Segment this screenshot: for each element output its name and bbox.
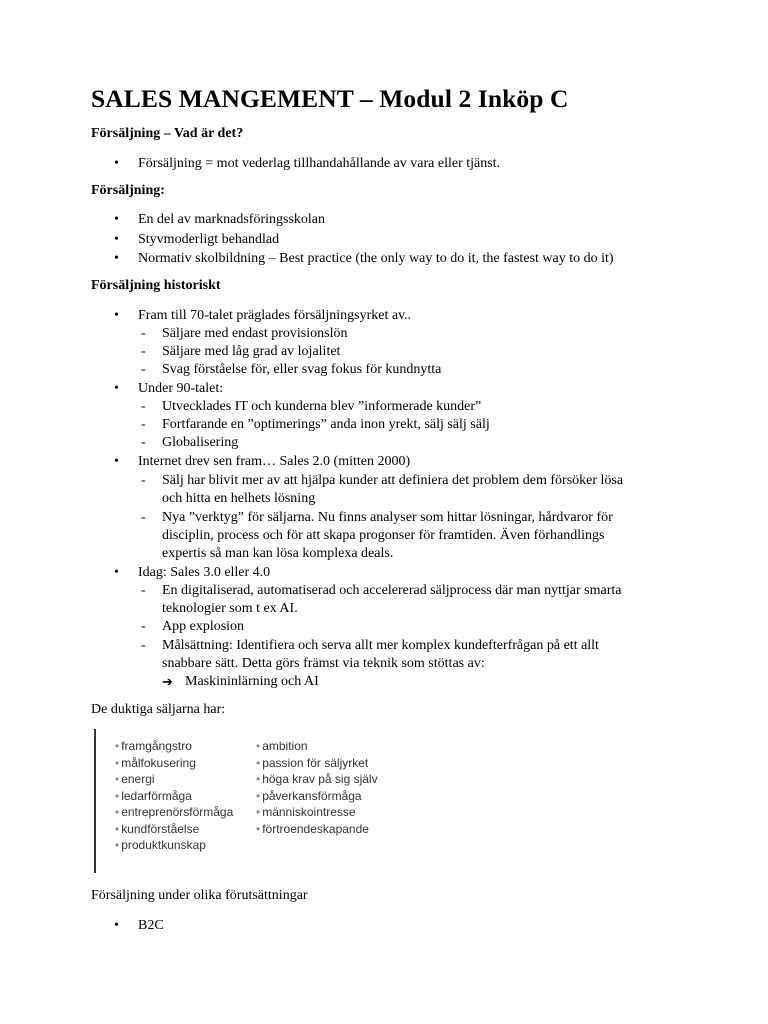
bullet-dot: • [115, 821, 120, 836]
trait-item [256, 789, 362, 804]
bullet-dot: • [115, 739, 120, 753]
trait-item [115, 739, 192, 754]
sub-list-item-continued: teknologier som t ex AI. [162, 601, 298, 616]
sub-bullet-dash: - [141, 399, 146, 414]
bullet-dot: • [114, 454, 119, 469]
traits-intro: De duktiga säljarna har: [91, 702, 226, 717]
bullet-dot: • [256, 739, 261, 753]
trait-label: energi [121, 772, 155, 786]
sub-list-item: App explosion [162, 619, 245, 634]
bullet-dot: • [115, 805, 120, 819]
trait-item [115, 789, 192, 804]
bullet-dot: • [114, 251, 119, 266]
bullet-dot: • [256, 805, 261, 819]
sub-bullet-dash: - [141, 510, 146, 525]
trait-label: ambition [262, 739, 308, 753]
bullet-dot: • [114, 232, 119, 247]
trait-item [115, 772, 155, 787]
sub-bullet-dash: - [141, 417, 146, 432]
bullet-dot: • [115, 772, 120, 786]
sub-bullet-dash: - [141, 326, 146, 341]
sub-bullet-dash: - [141, 435, 146, 450]
trait-item [256, 805, 356, 820]
list-item: Försäljning = mot vederlag tillhandahållande av vara eller tjänst. [138, 156, 501, 171]
trait-item [256, 822, 369, 837]
bullet-dot: • [114, 212, 119, 227]
trait-label: människointresse [262, 805, 356, 819]
sub-bullet-dash: - [141, 619, 146, 634]
bullet-dot: • [115, 788, 120, 803]
trait-label: framgångstro [121, 739, 192, 753]
bullet-dot: • [256, 755, 261, 770]
trait-label: förtroendeskapande [262, 821, 369, 836]
sub-list-item: Globalisering [162, 435, 239, 450]
sub-list-item: Säljare med endast provisionslön [162, 326, 348, 341]
trait-item [256, 739, 308, 754]
sub-list-item: En digitaliserad, automatiserad och accelererad säljprocess där man nyttjar smarta [162, 583, 622, 598]
sub-list-item-continued: snabbare sätt. Detta görs främst via teknik som stöttas av: [162, 656, 485, 671]
bullet-dot: • [114, 381, 119, 396]
sub-bullet-dash: - [141, 362, 146, 377]
trait-label: passion för säljyrket [262, 755, 369, 770]
sub-list-item: Svag förståelse för, eller svag fokus för kundnytta [162, 362, 442, 377]
section-heading-forsaljning: Försäljning: [91, 183, 165, 198]
list-item: Styvmoderligt behandlad [138, 232, 280, 247]
trait-item [115, 756, 196, 771]
sub-list-item: Sälj har blivit mer av att hjälpa kunder att definiera det problem dem försöker lösa [162, 473, 624, 488]
trait-item [115, 805, 233, 820]
trait-label: kundförståelse [121, 821, 200, 836]
sub-list-item-continued: expertis så man kan lösa komplexa deals. [162, 546, 394, 561]
arrow-list-item: Maskininlärning och AI [185, 674, 319, 689]
sub-list-item: Säljare med låg grad av lojalitet [162, 344, 341, 359]
trait-label: målfokusering [121, 755, 196, 770]
right-arrow-icon: ➔ [162, 674, 173, 689]
sub-list-item: Målsättning: Identifiera och serva allt mer komplex kundefterfrågan på ett allt [162, 638, 599, 653]
trait-label: entreprenörsförmåga [121, 805, 234, 819]
sub-list-item: Fortfarande en ”optimerings” anda inon yrekt, sälj sälj sälj [162, 417, 490, 432]
sub-bullet-dash: - [141, 638, 146, 653]
list-item: Normativ skolbildning – Best practice (the only way to do it, the fastest way to do it) [138, 251, 614, 266]
sub-bullet-dash: - [141, 473, 146, 488]
bullet-dot: • [256, 772, 261, 786]
trait-item [256, 756, 368, 771]
trait-label: påverkansförmåga [262, 788, 362, 803]
sub-bullet-dash: - [141, 583, 146, 598]
list-item: Idag: Sales 3.0 eller 4.0 [138, 565, 271, 580]
sub-list-item: Nya ”verktyg” för säljarna. Nu finns analyser som hittar lösningar, hårdvaror för [162, 510, 613, 525]
trait-label: ledarförmåga [121, 788, 192, 803]
bullet-dot: • [115, 755, 120, 770]
trait-label: produktkunskap [121, 838, 206, 852]
sub-list-item: Utvecklades IT och kunderna blev ”informerade kunder” [162, 399, 482, 414]
trait-item [256, 772, 378, 787]
list-item: Fram till 70-talet präglades försäljningsyrket av.. [138, 308, 412, 323]
list-item: Under 90-talet: [138, 381, 224, 396]
section-heading-what-is: Försäljning – Vad är det? [91, 126, 244, 141]
sub-bullet-dash: - [141, 344, 146, 359]
bullet-dot: • [114, 565, 119, 580]
bullet-dot: • [256, 788, 261, 803]
list-item: En del av marknadsföringsskolan [138, 212, 326, 227]
sub-list-item-continued: disciplin, process och för att skapa progonser för framtiden. Även förhandlings [162, 528, 605, 543]
bullet-dot: • [114, 156, 119, 171]
bullet-dot: • [115, 838, 120, 852]
trait-item [115, 838, 206, 853]
trait-label: höga krav på sig själv [262, 772, 378, 786]
document-title: SALES MANGEMENT – Modul 2 Inköp C [91, 84, 569, 113]
traits-box-rule [94, 729, 96, 873]
bullet-dot: • [114, 308, 119, 323]
list-item: Internet drev sen fram… Sales 2.0 (mitten 2000) [138, 454, 411, 469]
section-heading-forutsattningar: Försäljning under olika förutsättningar [91, 888, 308, 903]
list-item: B2C [138, 918, 164, 933]
section-heading-historiskt: Försäljning historiskt [91, 278, 221, 293]
trait-item [115, 822, 199, 837]
bullet-dot: • [256, 821, 261, 836]
sub-list-item-continued: och hitta en helhets lösning [162, 491, 316, 506]
bullet-dot: • [114, 918, 119, 933]
